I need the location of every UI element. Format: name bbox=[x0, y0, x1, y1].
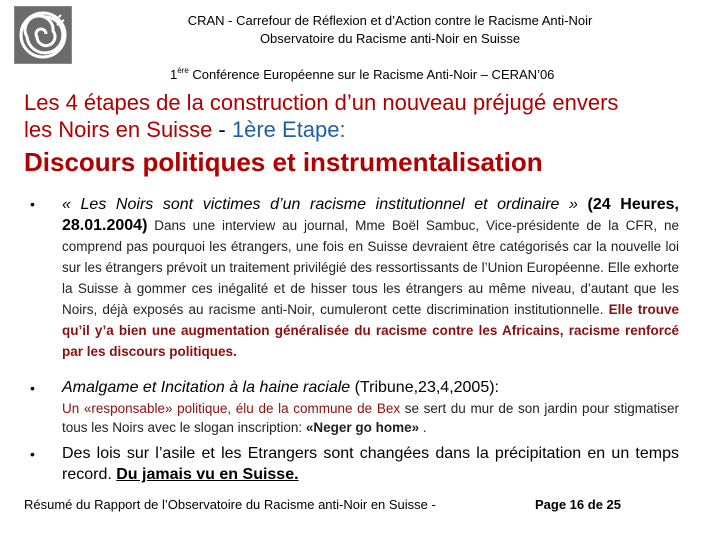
header-organization: CRAN - Carrefour de Réflexion et d’Action contre le Racisme Anti-Noir bbox=[187, 13, 593, 28]
bullet-2-heading: Amalgame et Incitation à la haine raciale bbox=[62, 379, 351, 396]
bullet-2-slogan: «Neger go home» bbox=[305, 419, 420, 435]
bullet-3-paragraph bbox=[62, 443, 679, 485]
bullet-marker: • bbox=[30, 380, 35, 396]
bullet-marker: • bbox=[30, 446, 35, 462]
header-observatory: Observatoire du Racisme anti-Noir en Suisse bbox=[259, 31, 521, 46]
page-number: Page 16 de 25 bbox=[535, 497, 621, 512]
bullet-2-reference: (Tribune,23,4,2005): bbox=[350, 379, 499, 396]
bullet-2-paragraph bbox=[62, 377, 679, 437]
bullet-1-quote: « Les Noirs sont victimes d’un racisme institutionnel et ordinaire » bbox=[62, 196, 578, 213]
bullet-2-end: . bbox=[419, 419, 427, 435]
title-line-2: les Noirs en Suisse bbox=[24, 117, 213, 142]
conference-ordinal: ère bbox=[177, 66, 189, 75]
conference-number: 1 bbox=[170, 67, 178, 82]
slide-title bbox=[24, 89, 704, 143]
bullet-marker: • bbox=[30, 196, 35, 212]
conference-name: Conférence Européenne sur le Racisme Anti-Noir – CERAN’06 bbox=[188, 67, 555, 82]
bullet-1-conclusion: Elle trouve qu’il y’a bien une augmentation généralisée du racisme contre les Africains, racisme renforcé par les discours politiques. bbox=[62, 302, 679, 359]
bullet-1-body: Dans une interview au journal, Mme Boël Sambuc, Vice-présidente de la CFR, ne comprend pas pourquoi les étrangers, une fois en Suisse devraient être catégorisés car la nouvelle loi sur les étrangers prévoit un traitement privilégié des ressortissants de l’Union Européenne. Elle exhorte la Suisse à gommer ces inégalité et de hisser tous les étrangers au même niveau, d’autant que les Noirs, déjà exposés au racisme anti-Noir, cumuleront cette discrimination institutionnelle. bbox=[62, 218, 679, 317]
title-stage: 1ère Etape: bbox=[231, 117, 346, 142]
bullet-1-paragraph bbox=[62, 194, 679, 362]
footer-source: Résumé du Rapport de l’Observatoire du Racisme anti-Noir en Suisse - bbox=[24, 497, 436, 512]
bullet-2-actor: Un «responsable» politique, élu de la commune de Bex bbox=[62, 401, 401, 416]
bullet-3-text: Des lois sur l’asile et les Etrangers sont changées dans la précipitation en un temps record. bbox=[62, 445, 679, 483]
cran-logo bbox=[14, 6, 72, 64]
slide-subtitle: Discours politiques et instrumentalisation bbox=[24, 147, 543, 177]
bullet-2-body: se sert du mur de son jardin pour stigmatiser tous les Noirs avec le slogan inscription: bbox=[62, 401, 679, 435]
conference-title bbox=[170, 66, 554, 84]
bullet-1-reference: (24 Heures, 28.01.2004) bbox=[62, 196, 679, 234]
bullet-3-emphasis: Du jamais vu en Suisse. bbox=[116, 466, 299, 483]
title-separator: - bbox=[212, 117, 232, 142]
spiral-logo-icon bbox=[15, 7, 71, 63]
title-line-1: Les 4 étapes de la construction d’un nouveau préjugé envers bbox=[24, 90, 619, 115]
